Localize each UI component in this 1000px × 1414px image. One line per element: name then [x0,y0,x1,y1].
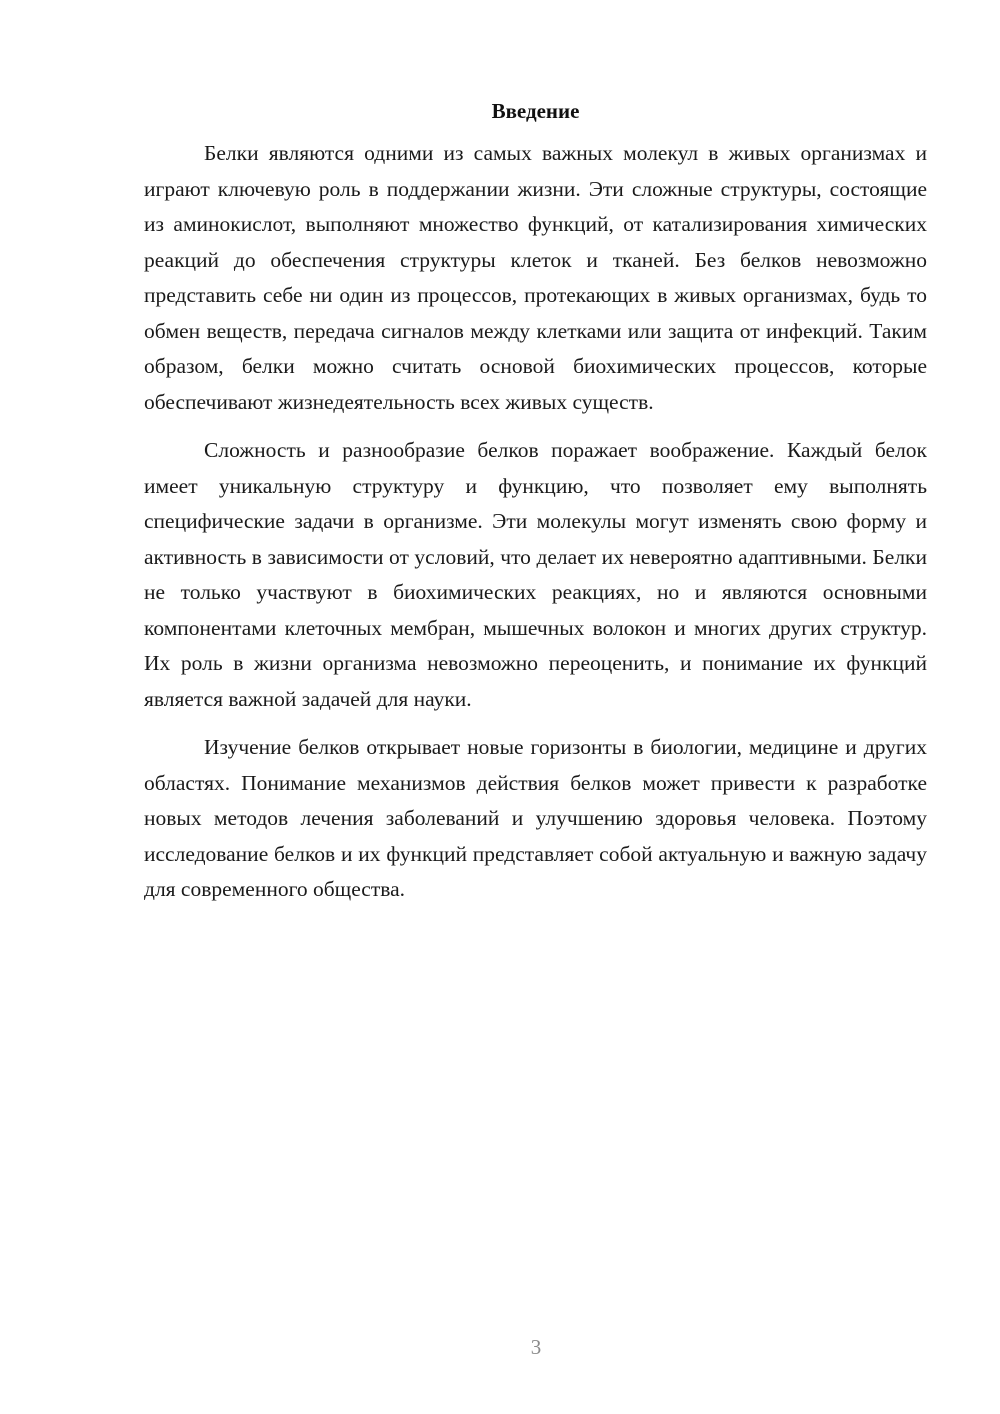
paragraph-3: Изучение белков открывает новые горизонты в биологии, медицине и других областях. Понимание механизмов действия белков может привести к разработке новых методов лечения заболеваний и улучшению здоровья человека. Поэтому исследование белков и их функций представляет собой актуальную и важную задачу для современного общества. [144,735,927,901]
paragraph-2: Сложность и разнообразие белков поражает воображение. Каждый белок имеет уникальную структуру и функцию, что позволяет ему выполнять специфические задачи в организме. Эти молекулы могут изменять свою форму и активность в зависимости от условий, что делает их невероятно адаптивными. Белки не только участвуют в биохимических реакциях, но и являются основными компонентами клеточных мембран, мышечных волокон и многих других структур. Их роль в жизни организма невозможно переоценить, и понимание их функций является важной задачей для науки. [144,438,927,711]
page-content [144,96,927,908]
page-number: 3 [530,1335,542,1359]
section-title: Введение [491,99,580,123]
paragraph-1: Белки являются одними из самых важных молекул в живых организмах и играют ключевую роль в поддержании жизни. Эти сложные структуры, состоящие из аминокислот, выполняют множество функций, от катализирования химических реакций до обеспечения структуры клеток и тканей. Без белков невозможно представить себе ни один из процессов, протекающих в живых организмах, будь то обмен веществ, передача сигналов между клетками или защита от инфекций. Таким образом, белки можно считать основой биохимических процессов, которые обеспечивают жизнедеятельность всех живых существ. [144,141,927,414]
